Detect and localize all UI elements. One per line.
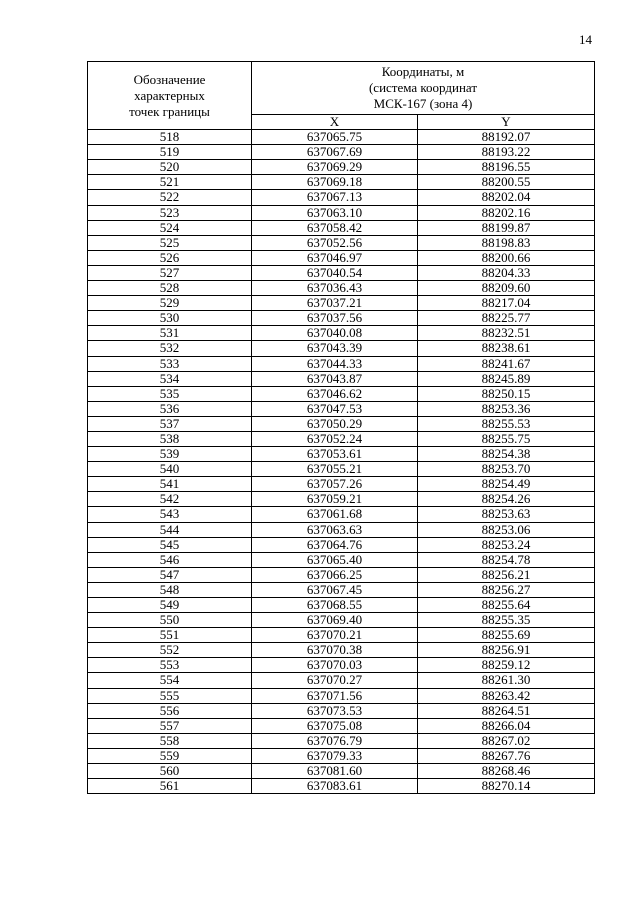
y-coordinate-cell: 88253.63 <box>418 507 595 522</box>
table-row <box>88 779 595 794</box>
x-coordinate-cell: 637040.54 <box>252 265 418 280</box>
x-coordinate-cell: 637036.43 <box>252 281 418 296</box>
table-row <box>88 552 595 567</box>
x-coordinate-cell: 637059.21 <box>252 492 418 507</box>
y-coordinate-cell: 88200.55 <box>418 175 595 190</box>
table-row <box>88 326 595 341</box>
x-coordinate-cell: 637061.68 <box>252 507 418 522</box>
point-number-cell: 560 <box>88 764 252 779</box>
point-number-cell: 531 <box>88 326 252 341</box>
x-coordinate-cell: 637073.53 <box>252 703 418 718</box>
header-coords-line: Координаты, м <box>381 64 465 79</box>
table-row <box>88 296 595 311</box>
x-coordinate-cell: 637070.38 <box>252 643 418 658</box>
point-number-cell: 538 <box>88 431 252 446</box>
y-coordinate-cell: 88270.14 <box>418 779 595 794</box>
x-coordinate-cell: 637057.26 <box>252 477 418 492</box>
table-row <box>88 522 595 537</box>
point-number-cell: 551 <box>88 628 252 643</box>
y-coordinate-cell: 88266.04 <box>418 718 595 733</box>
point-number-cell: 559 <box>88 748 252 763</box>
y-coordinate-cell: 88241.67 <box>418 356 595 371</box>
y-coordinate-cell: 88204.33 <box>418 265 595 280</box>
point-number-cell: 561 <box>88 779 252 794</box>
table-row <box>88 341 595 356</box>
point-number-cell: 524 <box>88 220 252 235</box>
point-number-cell: 547 <box>88 567 252 582</box>
point-number-cell: 529 <box>88 296 252 311</box>
table-row <box>88 748 595 763</box>
y-coordinate-cell: 88199.87 <box>418 220 595 235</box>
y-coordinate-cell: 88253.06 <box>418 522 595 537</box>
point-number-cell: 555 <box>88 688 252 703</box>
y-coordinate-cell: 88217.04 <box>418 296 595 311</box>
table-row <box>88 507 595 522</box>
point-number-cell: 549 <box>88 598 252 613</box>
x-coordinate-cell: 637083.61 <box>252 779 418 794</box>
x-coordinate-cell: 637043.87 <box>252 371 418 386</box>
table-row <box>88 145 595 160</box>
point-number-cell: 541 <box>88 477 252 492</box>
x-coordinate-cell: 637037.21 <box>252 296 418 311</box>
x-coordinate-cell: 637046.62 <box>252 386 418 401</box>
table-body <box>88 130 595 794</box>
x-coordinate-cell: 637052.24 <box>252 431 418 446</box>
point-number-cell: 554 <box>88 673 252 688</box>
coordinates-table <box>87 61 595 794</box>
y-coordinate-cell: 88238.61 <box>418 341 595 356</box>
y-coordinate-cell: 88253.70 <box>418 462 595 477</box>
table-row <box>88 175 595 190</box>
y-coordinate-cell: 88250.15 <box>418 386 595 401</box>
table-row <box>88 371 595 386</box>
table-row <box>88 431 595 446</box>
point-number-cell: 526 <box>88 250 252 265</box>
x-coordinate-cell: 637065.75 <box>252 130 418 145</box>
table-row <box>88 688 595 703</box>
point-number-cell: 553 <box>88 658 252 673</box>
y-coordinate-cell: 88232.51 <box>418 326 595 341</box>
point-number-cell: 523 <box>88 205 252 220</box>
point-number-cell: 546 <box>88 552 252 567</box>
y-coordinate-cell: 88253.24 <box>418 537 595 552</box>
x-coordinate-cell: 637053.61 <box>252 447 418 462</box>
x-coordinate-cell: 637050.29 <box>252 416 418 431</box>
table-row <box>88 537 595 552</box>
table-row <box>88 477 595 492</box>
x-coordinate-cell: 637081.60 <box>252 764 418 779</box>
table-row <box>88 492 595 507</box>
x-coordinate-cell: 637037.56 <box>252 311 418 326</box>
x-coordinate-cell: 637055.21 <box>252 462 418 477</box>
header-point-designation <box>88 62 252 130</box>
header-coords-line: (система координат <box>368 80 478 95</box>
x-coordinate-cell: 637076.79 <box>252 733 418 748</box>
point-number-cell: 536 <box>88 401 252 416</box>
header-y: Y <box>418 115 595 130</box>
table-row <box>88 703 595 718</box>
x-coordinate-cell: 637067.13 <box>252 190 418 205</box>
x-coordinate-cell: 637070.27 <box>252 673 418 688</box>
y-coordinate-cell: 88256.27 <box>418 582 595 597</box>
table-row <box>88 386 595 401</box>
x-coordinate-cell: 637065.40 <box>252 552 418 567</box>
point-number-cell: 543 <box>88 507 252 522</box>
x-coordinate-cell: 637069.40 <box>252 613 418 628</box>
table-row <box>88 265 595 280</box>
point-number-cell: 519 <box>88 145 252 160</box>
x-coordinate-cell: 637067.45 <box>252 582 418 597</box>
y-coordinate-cell: 88198.83 <box>418 235 595 250</box>
point-number-cell: 540 <box>88 462 252 477</box>
y-coordinate-cell: 88193.22 <box>418 145 595 160</box>
x-coordinate-cell: 637043.39 <box>252 341 418 356</box>
y-coordinate-cell: 88192.07 <box>418 130 595 145</box>
y-coordinate-cell: 88267.02 <box>418 733 595 748</box>
table-row <box>88 673 595 688</box>
point-number-cell: 539 <box>88 447 252 462</box>
y-coordinate-cell: 88196.55 <box>418 160 595 175</box>
table-row <box>88 235 595 250</box>
y-coordinate-cell: 88209.60 <box>418 281 595 296</box>
y-coordinate-cell: 88225.77 <box>418 311 595 326</box>
point-number-cell: 530 <box>88 311 252 326</box>
y-coordinate-cell: 88255.53 <box>418 416 595 431</box>
y-coordinate-cell: 88255.75 <box>418 431 595 446</box>
x-coordinate-cell: 637040.08 <box>252 326 418 341</box>
point-number-cell: 537 <box>88 416 252 431</box>
point-number-cell: 527 <box>88 265 252 280</box>
table-row <box>88 718 595 733</box>
point-number-cell: 556 <box>88 703 252 718</box>
table-row <box>88 567 595 582</box>
table-row <box>88 582 595 597</box>
x-coordinate-cell: 637063.10 <box>252 205 418 220</box>
x-coordinate-cell: 637066.25 <box>252 567 418 582</box>
y-coordinate-cell: 88245.89 <box>418 371 595 386</box>
table-row <box>88 733 595 748</box>
x-coordinate-cell: 637071.56 <box>252 688 418 703</box>
x-coordinate-cell: 637075.08 <box>252 718 418 733</box>
table-row <box>88 356 595 371</box>
y-coordinate-cell: 88264.51 <box>418 703 595 718</box>
point-number-cell: 550 <box>88 613 252 628</box>
table-row <box>88 401 595 416</box>
table-row <box>88 628 595 643</box>
point-number-cell: 520 <box>88 160 252 175</box>
header-name-line: характерных <box>134 87 205 103</box>
y-coordinate-cell: 88268.46 <box>418 764 595 779</box>
y-coordinate-cell: 88256.91 <box>418 643 595 658</box>
x-coordinate-cell: 637052.56 <box>252 235 418 250</box>
x-coordinate-cell: 637069.29 <box>252 160 418 175</box>
point-number-cell: 525 <box>88 235 252 250</box>
table-row <box>88 160 595 175</box>
table-row <box>88 250 595 265</box>
point-number-cell: 533 <box>88 356 252 371</box>
y-coordinate-cell: 88255.64 <box>418 598 595 613</box>
table-row <box>88 190 595 205</box>
y-coordinate-cell: 88267.76 <box>418 748 595 763</box>
y-coordinate-cell: 88255.69 <box>418 628 595 643</box>
y-coordinate-cell: 88202.16 <box>418 205 595 220</box>
y-coordinate-cell: 88254.49 <box>418 477 595 492</box>
y-coordinate-cell: 88200.66 <box>418 250 595 265</box>
point-number-cell: 542 <box>88 492 252 507</box>
table-row <box>88 311 595 326</box>
point-number-cell: 522 <box>88 190 252 205</box>
header-x: X <box>252 115 418 130</box>
point-number-cell: 521 <box>88 175 252 190</box>
point-number-cell: 532 <box>88 341 252 356</box>
table-row <box>88 643 595 658</box>
y-coordinate-cell: 88254.78 <box>418 552 595 567</box>
x-coordinate-cell: 637069.18 <box>252 175 418 190</box>
point-number-cell: 544 <box>88 522 252 537</box>
x-coordinate-cell: 637047.53 <box>252 401 418 416</box>
table-row <box>88 205 595 220</box>
table-row <box>88 613 595 628</box>
header-name-line: Обозначение <box>133 71 206 87</box>
table-row <box>88 462 595 477</box>
table-row <box>88 764 595 779</box>
y-coordinate-cell: 88254.38 <box>418 447 595 462</box>
y-coordinate-cell: 88263.42 <box>418 688 595 703</box>
page-number: 14 <box>579 32 592 47</box>
table-row <box>88 130 595 145</box>
x-coordinate-cell: 637046.97 <box>252 250 418 265</box>
point-number-cell: 535 <box>88 386 252 401</box>
table-row <box>88 220 595 235</box>
y-coordinate-cell: 88256.21 <box>418 567 595 582</box>
x-coordinate-cell: 637067.69 <box>252 145 418 160</box>
table-row <box>88 658 595 673</box>
point-number-cell: 552 <box>88 643 252 658</box>
y-coordinate-cell: 88253.36 <box>418 401 595 416</box>
point-number-cell: 545 <box>88 537 252 552</box>
header-coords-line: МСК-167 (зона 4) <box>373 96 473 111</box>
point-number-cell: 534 <box>88 371 252 386</box>
x-coordinate-cell: 637070.21 <box>252 628 418 643</box>
y-coordinate-cell: 88202.04 <box>418 190 595 205</box>
table-row <box>88 598 595 613</box>
x-coordinate-cell: 637064.76 <box>252 537 418 552</box>
x-coordinate-cell: 637044.33 <box>252 356 418 371</box>
table-header <box>88 62 595 130</box>
point-number-cell: 548 <box>88 582 252 597</box>
table-row <box>88 416 595 431</box>
y-coordinate-cell: 88261.30 <box>418 673 595 688</box>
point-number-cell: 558 <box>88 733 252 748</box>
x-coordinate-cell: 637063.63 <box>252 522 418 537</box>
point-number-cell: 518 <box>88 130 252 145</box>
point-number-cell: 557 <box>88 718 252 733</box>
y-coordinate-cell: 88254.26 <box>418 492 595 507</box>
header-coordinates <box>252 62 595 115</box>
y-coordinate-cell: 88255.35 <box>418 613 595 628</box>
table-row <box>88 281 595 296</box>
x-coordinate-cell: 637068.55 <box>252 598 418 613</box>
y-coordinate-cell: 88259.12 <box>418 658 595 673</box>
point-number-cell: 528 <box>88 281 252 296</box>
x-coordinate-cell: 637070.03 <box>252 658 418 673</box>
table-row <box>88 447 595 462</box>
x-coordinate-cell: 637058.42 <box>252 220 418 235</box>
x-coordinate-cell: 637079.33 <box>252 748 418 763</box>
header-name-line: точек границы <box>129 103 210 119</box>
